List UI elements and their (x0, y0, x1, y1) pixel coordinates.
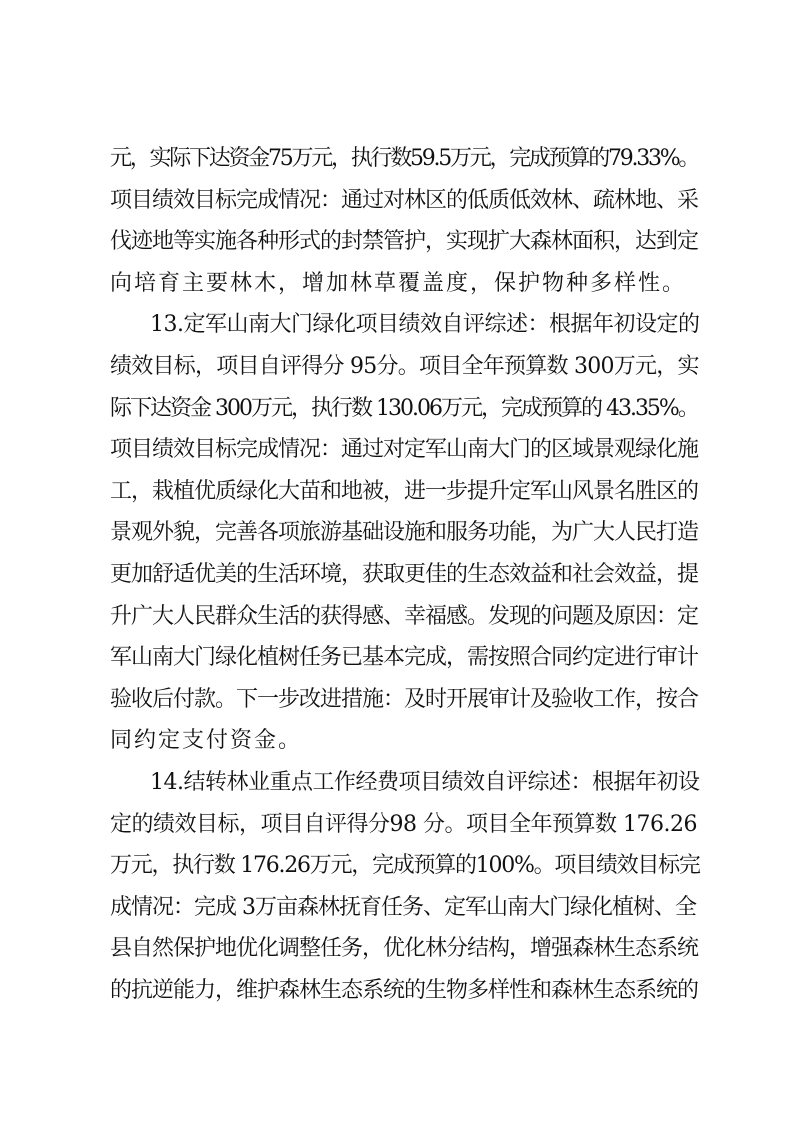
text-line: 军山南大门绿化植树任务已基本完成，需按照合同约定进行审计 (110, 645, 699, 670)
text-line: 工，栽植优质绿化大苗和地被，进一步提升定军山风景名胜区的 (110, 479, 699, 504)
text-line: 升广大人民群众生活的获得感、幸福感。发现的问题及原因：定 (110, 604, 699, 629)
text-line: 景观外貌，完善各项旅游基础设施和服务功能，为广大人民打造 (110, 520, 699, 545)
text-line: 万元，执行数 176.26万元，完成预算的100%。项目绩效目标完 (110, 853, 700, 878)
text-line: 伐迹地等实施各种形式的封禁管护，实现扩大森林面积，达到定 (110, 229, 699, 254)
paragraph-14-heading-line: 14.结转林业重点工作经费项目绩效自评综述：根据年初设 (150, 770, 700, 795)
text-line: 绩效目标，项目自评得分 95分。项目全年预算数 300万元，实 (110, 354, 699, 379)
text-line: 定的绩效目标，项目自评得分98 分。项目全年预算数 176.26 (110, 812, 697, 837)
text-line: 县自然保护地优化调整任务，优化林分结构，增强森林生态系统 (110, 936, 699, 961)
text-line: 验收后付款。下一步改进措施：及时开展审计及验收工作，按合 (110, 687, 699, 712)
text-line: 向培育主要林木，增加林草覆盖度，保护物种多样性。 (110, 271, 687, 296)
text-line: 项目绩效目标完成情况：通过对定军山南大门的区域景观绿化施 (110, 437, 699, 462)
text-line: 项目绩效目标完成情况：通过对林区的低质低效林、疏林地、采 (110, 188, 699, 213)
text-line: 元，实际下达资金75万元，执行数59.5万元，完成预算的79.33%。 (110, 146, 699, 171)
text-line: 际下达资金 300万元，执行数 130.06万元，完成预算的 43.35%。 (110, 396, 698, 421)
text-line: 更加舒适优美的生活环境，获取更佳的生态效益和社会效益，提 (110, 562, 699, 587)
text-line: 的抗逆能力，维护森林生态系统的生物多样性和森林生态系统的 (110, 978, 699, 1003)
paragraph-13-heading-line: 13.定军山南大门绿化项目绩效自评综述：根据年初设定的 (150, 312, 700, 337)
text-line: 同约定支付资金。 (110, 728, 303, 753)
text-line: 成情况：完成 3万亩森林抚育任务、定军山南大门绿化植树、全 (110, 895, 696, 920)
